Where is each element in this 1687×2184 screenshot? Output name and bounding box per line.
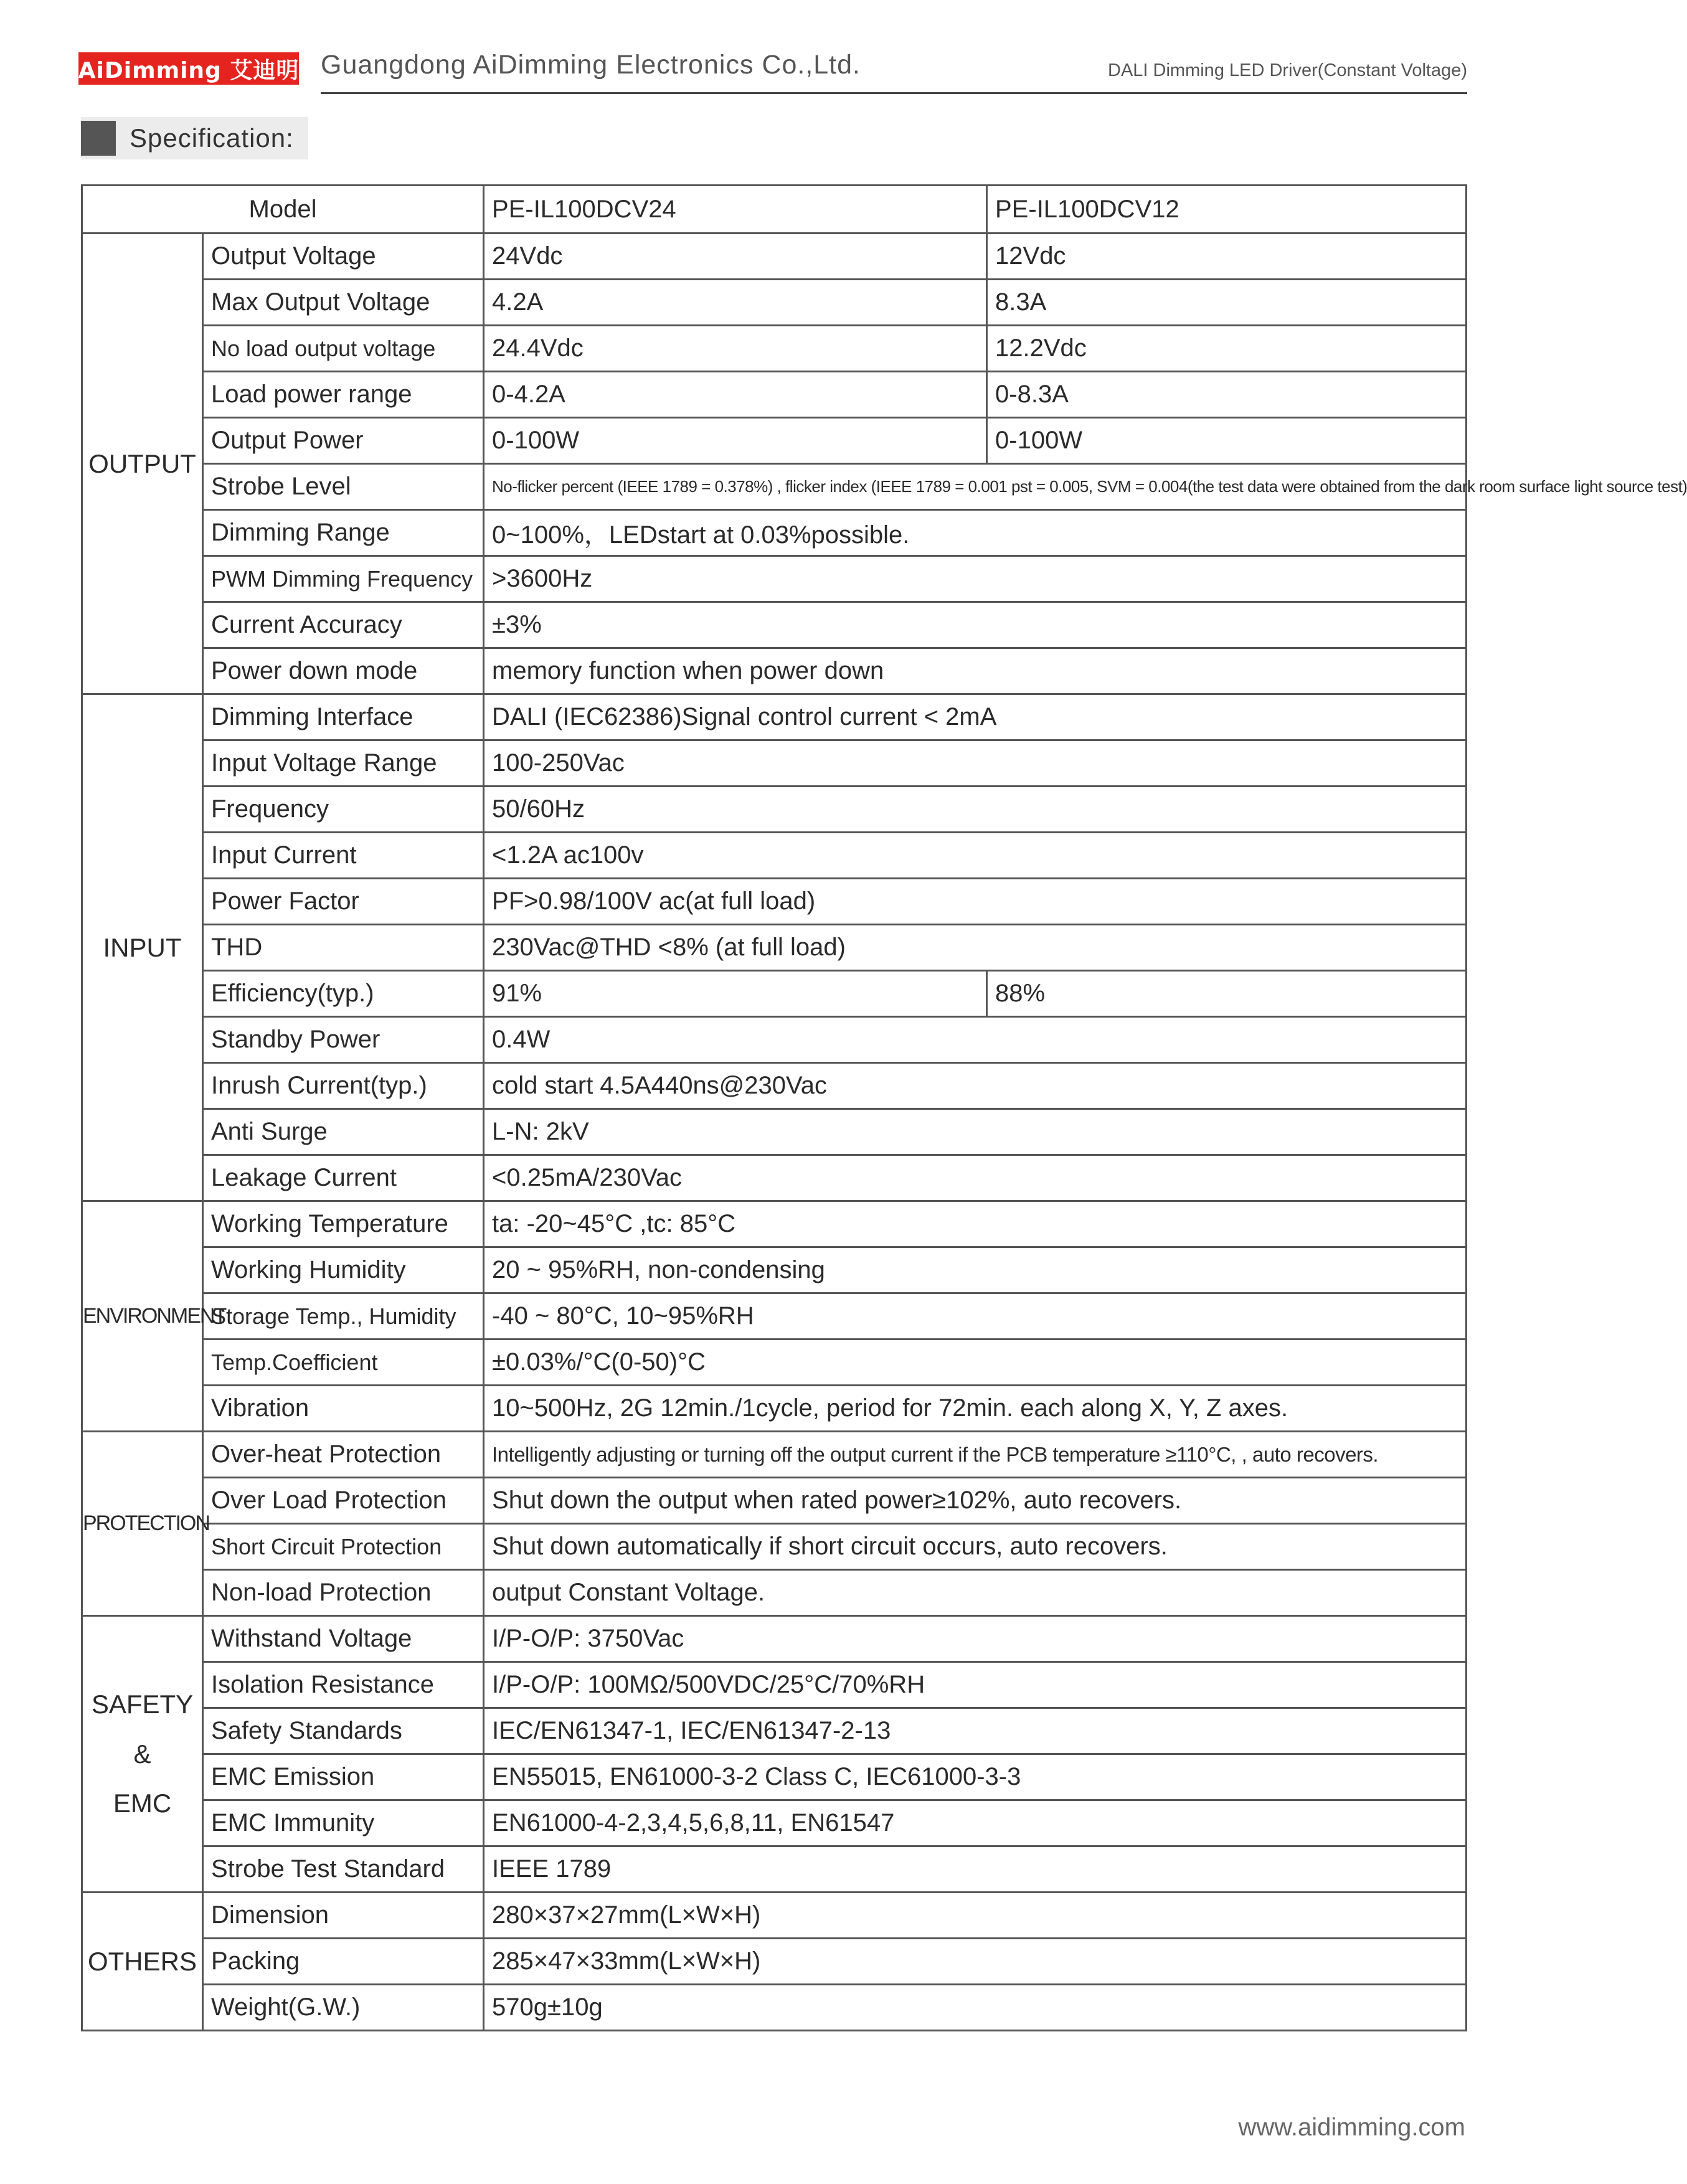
param-label: No load output voltage [203,326,484,372]
param-value: 12.2Vdc [987,326,1467,372]
table-row [82,186,1467,234]
table-row [82,1017,1467,1063]
param-value: 230Vac@THD <8% (at full load) [484,925,1467,971]
table-row [82,1985,1467,2031]
param-value: memory function when power down [484,648,1467,694]
param-value: 4.2A [484,280,987,326]
table-row [82,326,1467,372]
param-label: EMC Emission [203,1754,484,1800]
table-row [82,372,1467,418]
heading-marker-icon [81,121,116,156]
param-value: -40 ~ 80°C, 10~95%RH [484,1293,1467,1340]
param-label: Dimming Interface [203,694,484,740]
param-value: 570g±10g [484,1985,1467,2031]
table-row [82,1662,1467,1708]
param-label: Over Load Protection [203,1478,484,1524]
param-value: No-flicker percent (IEEE 1789 = 0.378%) , flicker index (IEEE 1789 = 0.001 pst = 0.005, SVM = 0.004(the test data were obtained from the dark room surface light source test) [484,464,1467,510]
specification-table [81,184,1687,2031]
param-label: Packing [203,1939,484,1985]
param-value: Shut down automatically if short circuit occurs, auto recovers. [484,1524,1467,1570]
param-value: I/P-O/P: 100MΩ/500VDC/25°C/70%RH [484,1662,1467,1708]
param-value: output Constant Voltage. [484,1570,1467,1616]
param-value: 0~100%，LEDstart at 0.03%possible. [484,510,1467,556]
param-label: THD [203,925,484,971]
param-value: EN55015, EN61000-3-2 Class C, IEC61000-3-3 [484,1754,1467,1800]
table-row [82,234,1467,280]
param-label: Output Voltage [203,234,484,280]
param-label: Withstand Voltage [203,1616,484,1662]
group-protection: PROTECTION [82,1432,203,1616]
param-label: Weight(G.W.) [203,1985,484,2031]
param-value: Intelligently adjusting or turning off the output current if the PCB temperature ≥110°C, , auto recovers. [484,1432,1467,1478]
table-row [82,1386,1467,1432]
param-value: <0.25mA/230Vac [484,1155,1467,1201]
param-value: >3600Hz [484,556,1467,602]
header-divider [321,92,1467,94]
section-title: Specification: [130,123,294,153]
group-safety-line: SAFETY [91,1689,194,1719]
table-row [82,602,1467,648]
param-label: Vibration [203,1386,484,1432]
param-label: Strobe Level [203,464,484,510]
param-value: 24Vdc [484,234,987,280]
param-value: ta: -20~45°C ,tc: 85°C [484,1201,1467,1247]
table-row [82,1340,1467,1386]
param-value: 0-8.3A [987,372,1467,418]
param-value: PF>0.98/100V ac(at full load) [484,879,1467,925]
param-label: Leakage Current [203,1155,484,1201]
param-value: IEEE 1789 [484,1846,1467,1893]
group-safety-line: & [133,1739,151,1769]
table-row [82,1247,1467,1293]
param-value: 0.4W [484,1017,1467,1063]
param-value: 50/60Hz [484,787,1467,833]
document-type: DALI Dimming LED Driver(Constant Voltage) [1108,60,1467,80]
param-label: PWM Dimming Frequency [203,556,484,602]
param-value: 0-4.2A [484,372,987,418]
param-label: Short Circuit Protection [203,1524,484,1570]
param-label: Strobe Test Standard [203,1846,484,1893]
table-row [82,1893,1467,1939]
table-row [82,925,1467,971]
table-row [82,1201,1467,1247]
param-value: 20 ~ 95%RH, non-condensing [484,1247,1467,1293]
group-safety-emc [82,1616,203,1893]
table-row [82,1754,1467,1800]
param-value: 24.4Vdc [484,326,987,372]
table-row [82,648,1467,694]
table-row [82,1708,1467,1754]
param-value: 0-100W [987,418,1467,464]
model-label: Model [82,186,484,234]
param-value: 10~500Hz, 2G 12min./1cycle, period for 72min. each along X, Y, Z axes. [484,1386,1467,1432]
table-row [82,1616,1467,1662]
param-value: ±3% [484,602,1467,648]
section-heading [81,117,308,159]
param-label: Output Power [203,418,484,464]
table-row [82,1846,1467,1893]
param-label: Power down mode [203,648,484,694]
param-value: DALI (IEC62386)Signal control current < 2mA [484,694,1467,740]
param-label: Power Factor [203,879,484,925]
param-label: Input Voltage Range [203,740,484,787]
table-row [82,1524,1467,1570]
table-row [82,1063,1467,1109]
table-row [82,833,1467,879]
param-value: Shut down the output when rated power≥102%, auto recovers. [484,1478,1467,1524]
param-label: EMC Immunity [203,1800,484,1846]
param-value: I/P-O/P: 3750Vac [484,1616,1467,1662]
param-label: Temp.Coefficient [203,1340,484,1386]
param-label: Anti Surge [203,1109,484,1155]
group-others: OTHERS [82,1893,203,2031]
table-row [82,879,1467,925]
param-value: 8.3A [987,280,1467,326]
param-label: Working Temperature [203,1201,484,1247]
param-value: ±0.03%/°C(0-50)°C [484,1340,1467,1386]
param-label: Current Accuracy [203,602,484,648]
param-label: Max Output Voltage [203,280,484,326]
param-label: Over-heat Protection [203,1432,484,1478]
table-row [82,1570,1467,1616]
table-row [82,971,1467,1017]
company-name: Guangdong AiDimming Electronics Co.,Ltd. [321,50,861,80]
website-link[interactable]: www.aidimming.com [1238,2114,1465,2141]
param-value: 12Vdc [987,234,1467,280]
group-output: OUTPUT [82,234,203,694]
param-value: 88% [987,971,1467,1017]
param-value: <1.2A ac100v [484,833,1467,879]
table-row [82,1939,1467,1985]
table-row [82,1109,1467,1155]
param-value: 100-250Vac [484,740,1467,787]
param-label: Safety Standards [203,1708,484,1754]
param-label: Inrush Current(typ.) [203,1063,484,1109]
param-label: Dimming Range [203,510,484,556]
model-name: PE-IL100DCV24 [484,186,987,234]
table-row [82,1478,1467,1524]
param-label: Working Humidity [203,1247,484,1293]
table-row [82,464,1467,510]
param-label: Dimension [203,1893,484,1939]
param-value: 0-100W [484,418,987,464]
company-logo: AiDimming 艾迪明 [78,52,299,85]
param-value: L-N: 2kV [484,1109,1467,1155]
table-row [82,694,1467,740]
group-environment: ENVIRONMENT [82,1201,203,1432]
param-label: Storage Temp., Humidity [203,1293,484,1340]
param-value: 280×37×27mm(L×W×H) [484,1893,1467,1939]
param-value: EN61000-4-2,3,4,5,6,8,11, EN61547 [484,1800,1467,1846]
param-label: Efficiency(typ.) [203,971,484,1017]
table-row [82,510,1467,556]
param-label: Non-load Protection [203,1570,484,1616]
table-row [82,787,1467,833]
param-value: cold start 4.5A440ns@230Vac [484,1063,1467,1109]
table-row [82,280,1467,326]
param-label: Input Current [203,833,484,879]
model-name: PE-IL100DCV12 [987,186,1467,234]
param-label: Isolation Resistance [203,1662,484,1708]
param-value: IEC/EN61347-1, IEC/EN61347-2-13 [484,1708,1467,1754]
table-row [82,418,1467,464]
param-label: Standby Power [203,1017,484,1063]
param-label: Load power range [203,372,484,418]
table-row [82,1293,1467,1340]
param-value: 91% [484,971,987,1017]
table-row [82,1432,1467,1478]
group-safety-line: EMC [113,1789,172,1818]
group-input: INPUT [82,694,203,1201]
table-row [82,1155,1467,1201]
table-row [82,740,1467,787]
table-row [82,556,1467,602]
param-label: Frequency [203,787,484,833]
param-value: 285×47×33mm(L×W×H) [484,1939,1467,1985]
table-row [82,1800,1467,1846]
